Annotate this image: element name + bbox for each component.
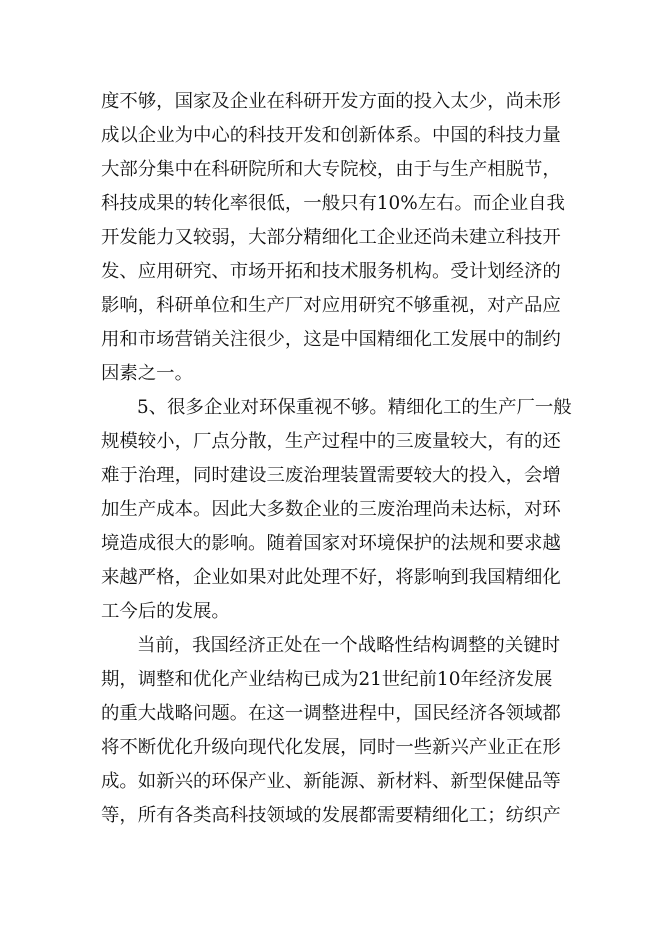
text-line: 等，所有各类高科技领域的发展都需要精细化工；纺织产 [101, 805, 561, 826]
text-line: 大部分集中在科研院所和大专院校，由于与生产相脱节， [101, 159, 561, 180]
text-line: 境造成很大的影响。随着国家对环境保护的法规和要求越 [101, 533, 561, 554]
text-line: 科技成果的转化率很低，一般只有10%左右。而企业自我 [101, 193, 565, 214]
text-line: 工今后的发展。 [101, 601, 230, 622]
text-line: 加生产成本。因此大多数企业的三废治理尚未达标，对环 [101, 499, 561, 520]
text-line: 难于治理，同时建设三废治理装置需要较大的投入，会增 [101, 465, 561, 486]
text-line: 开发能力又较弱，大部分精细化工企业还尚未建立科技开 [101, 227, 561, 248]
text-line: 期，调整和优化产业结构已成为21世纪前10年经济发展 [101, 669, 553, 690]
text-line: 将不断优化升级向现代化发展，同时一些新兴产业正在形 [101, 737, 561, 758]
text-line: 发、应用研究、市场开拓和技术服务机构。受计划经济的 [101, 261, 561, 282]
text-line: 5、很多企业对环保重视不够。精细化工的生产厂一般 [137, 397, 572, 418]
text-line: 因素之一。 [101, 363, 193, 384]
text-line: 来越严格，企业如果对此处理不好，将影响到我国精细化 [101, 567, 561, 588]
text-line: 度不够，国家及企业在科研开发方面的投入太少，尚未形 [101, 91, 561, 112]
text-line: 规模较小，厂点分散，生产过程中的三废量较大，有的还 [101, 431, 561, 452]
text-line: 用和市场营销关注很少，这是中国精细化工发展中的制约 [101, 329, 561, 350]
text-line: 的重大战略问题。在这一调整进程中，国民经济各领域都 [101, 703, 561, 724]
text-line: 成以企业为中心的科技开发和创新体系。中国的科技力量 [101, 125, 561, 146]
text-line: 当前，我国经济正处在一个战略性结构调整的关键时 [137, 635, 560, 656]
text-line: 成。如新兴的环保产业、新能源、新材料、新型保健品等 [101, 771, 561, 792]
text-line: 影响，科研单位和生产厂对应用研究不够重视，对产品应 [101, 295, 561, 316]
